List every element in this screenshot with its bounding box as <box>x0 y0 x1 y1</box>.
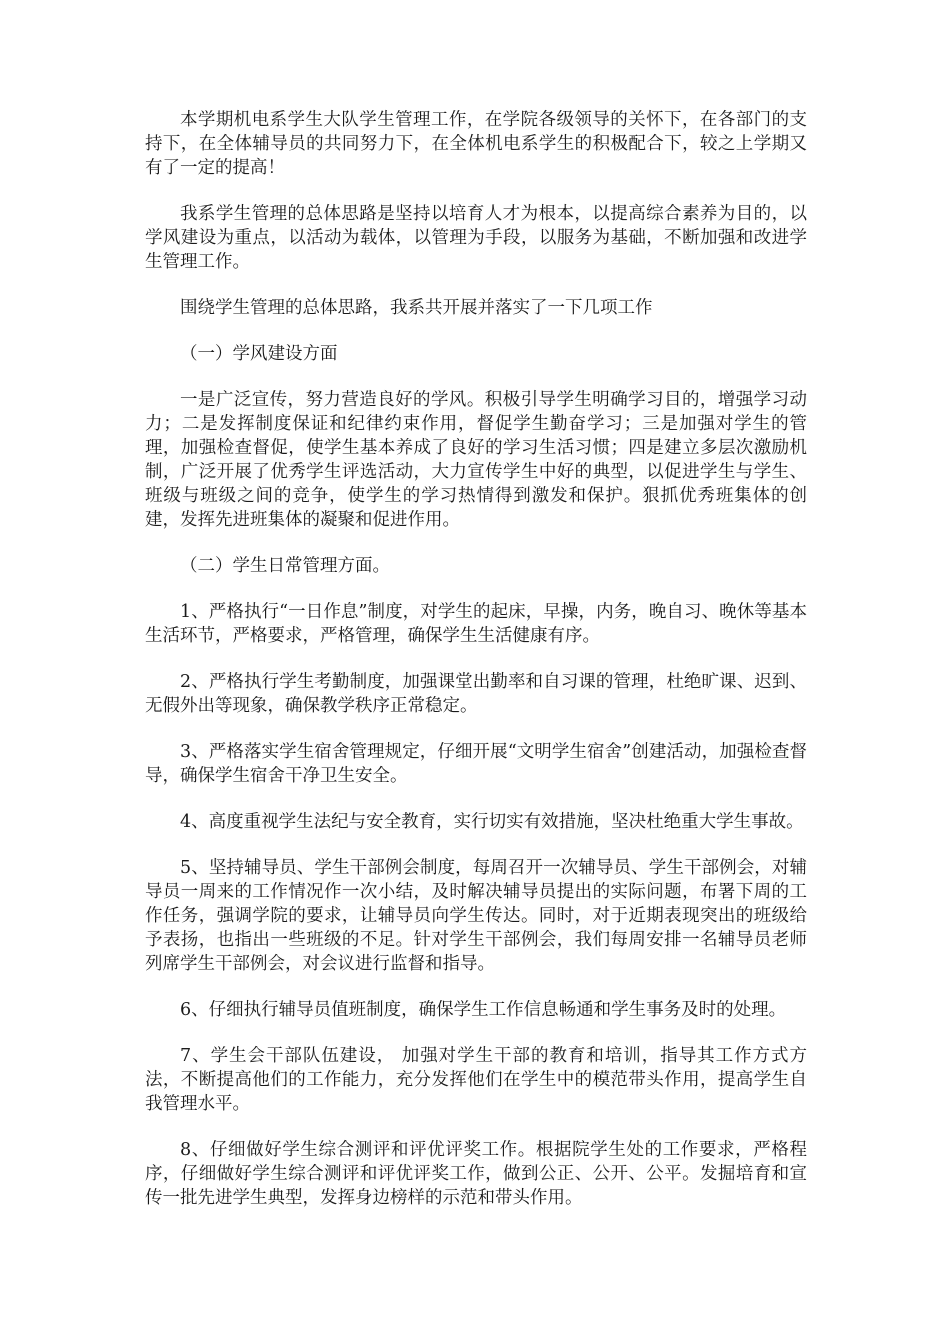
list-item-7: 7、学生会干部队伍建设， 加强对学生干部的教育和培训，指导其工作方式方法，不断提高他们的工作能力，充分发挥他们在学生中的模范带头作用，提高学生自我管理水平。 <box>145 1046 807 1114</box>
paragraph-overall-approach: 我系学生管理的总体思路是坚持以培育人才为根本，以提高综合素养为目的，以学风建设为重点，以活动为载体，以管理为手段，以服务为基础，不断加强和改进学生管理工作。 <box>145 204 807 272</box>
section-heading-daily-management: （二）学生日常管理方面。 <box>180 556 390 576</box>
paragraph-study-style: 一是广泛宣传，努力营造良好的学风。积极引导学生明确学习目的，增强学习动力；二是发挥制度保证和纪律约束作用，督促学生勤奋学习；三是加强对学生的管理，加强检查督促，使学生基本养成了良好的学习生活习惯；四是建立多层次激励机制，广泛开展了优秀学生评选活动，大力宣传学生中好的典型，以促进学生与学生、班级与班级之间的竞争，使学生的学习热情得到激发和保护。狠抓优秀班集体的创建，发挥先进班集体的凝聚和促进作用。 <box>145 390 807 530</box>
paragraph-intro: 本学期机电系学生大队学生管理工作，在学院各级领导的关怀下，在各部门的支持下，在全体辅导员的共同努力下，在全体机电系学生的积极配合下，较之上学期又有了一定的提高！ <box>145 110 807 178</box>
document-body <box>145 108 807 1232</box>
list-item-3: 3、严格落实学生宿舍管理规定，仔细开展“文明学生宿舍”创建活动，加强检查督导，确保学生宿舍干净卫生安全。 <box>145 742 807 786</box>
list-item-1: 1、严格执行“一日作息”制度，对学生的起床，早操，内务，晚自习、晚休等基本生活环节，严格要求，严格管理，确保学生生活健康有序。 <box>145 602 807 646</box>
list-item-8: 8、仔细做好学生综合测评和评优评奖工作。根据院学生处的工作要求，严格程序，仔细做好学生综合测评和评优评奖工作，做到公正、公开、公平。发掘培育和宣传一批先进学生典型，发挥身边榜样的示范和带头作用。 <box>145 1140 807 1208</box>
list-item-2: 2、严格执行学生考勤制度，加强课堂出勤率和自习课的管理，杜绝旷课、迟到、无假外出等现象，确保教学秩序正常稳定。 <box>145 672 807 716</box>
list-item-4: 4、高度重视学生法纪与安全教育，实行切实有效措施，坚决杜绝重大学生事故。 <box>180 812 804 832</box>
list-item-6: 6、仔细执行辅导员值班制度，确保学生工作信息畅通和学生事务及时的处理。 <box>180 1000 787 1020</box>
list-item-5: 5、坚持辅导员、学生干部例会制度，每周召开一次辅导员、学生干部例会，对辅导员一周来的工作情况作一次小结，及时解决辅导员提出的实际问题，布署下周的工作任务，强调学院的要求，让辅导员向学生传达。同时，对于近期表现突出的班级给予表扬，也指出一些班级的不足。针对学生干部例会，我们每周安排一名辅导员老师列席学生干部例会，对会议进行监督和指导。 <box>145 858 807 974</box>
section-heading-study-style: （一）学风建设方面 <box>180 344 338 364</box>
paragraph-work-overview: 围绕学生管理的总体思路，我系共开展并落实了一下几项工作 <box>180 298 653 318</box>
